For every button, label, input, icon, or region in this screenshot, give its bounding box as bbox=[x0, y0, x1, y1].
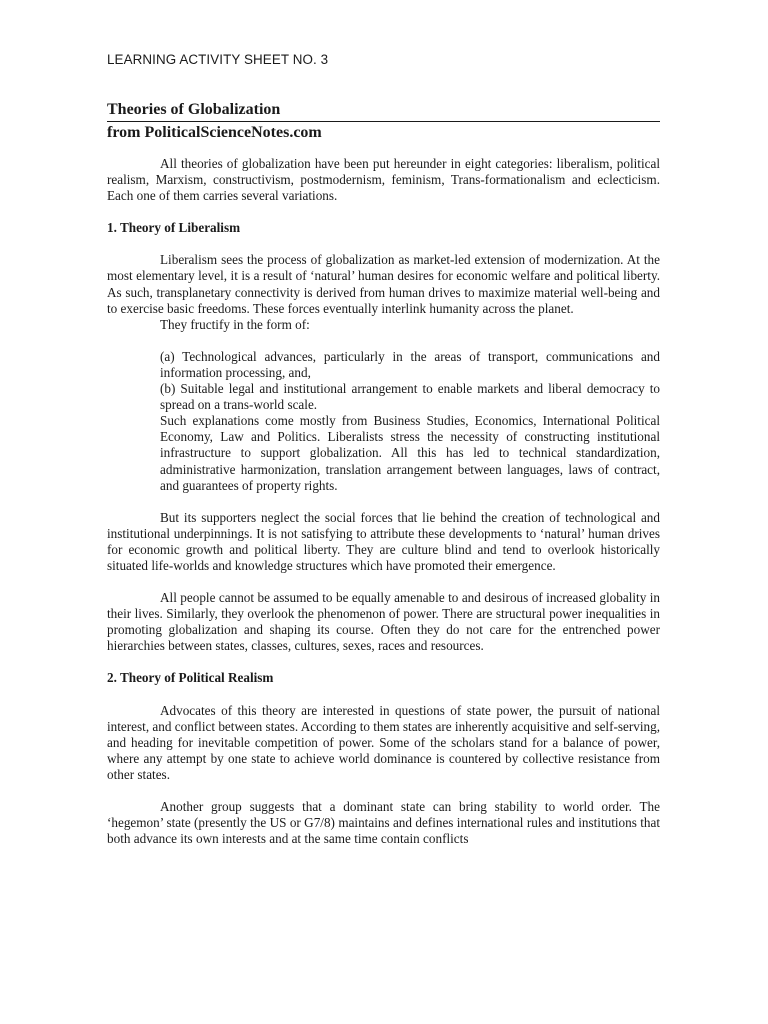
liberalism-explanation: Such explanations come mostly from Business Studies, Economics, International Political Economy, Law and Politics. Liberalists stress the necessity of constructing institutional infrastructure to support globalization. All this has led to technical standardization, administrative harmonization, translation arrangement between languages, laws of contract, and guarantees of property rights. bbox=[160, 413, 660, 493]
liberalism-item-b: (b) Suitable legal and institutional arrangement to enable markets and liberal democracy to spread on a trans-world scale. bbox=[160, 381, 660, 413]
document-title: Theories of Globalization bbox=[107, 100, 660, 122]
title-block bbox=[107, 100, 660, 143]
liberalism-paragraph-1: Liberalism sees the process of globalization as market-led extension of modernization. At the most elementary level, it is a result of ‘natural’ human desires for economic welfare and political liberty. As such, transplanetary connectivity is derived from human drives to maximize material well-being and to exercise basic freedoms. These forces eventually interlink humanity across the planet. bbox=[107, 252, 660, 316]
liberalism-critique-1: But its supporters neglect the social forces that lie behind the creation of technological and institutional underpinnings. It is not satisfying to attribute these developments to ‘natural’ human drives for economic growth and political liberty. They are culture blind and tend to overlook historically situated life-worlds and knowledge structures which have promoted their emergence. bbox=[107, 509, 660, 573]
sheet-label: LEARNING ACTIVITY SHEET NO. 3 bbox=[107, 52, 329, 67]
liberalism-critique-2: All people cannot be assumed to be equally amenable to and desirous of increased globality in their lives. Similarly, they overlook the phenomenon of power. There are structural power inequalities in promoting globalization and shaping its course. Often they do not care for the entrenched power hierarchies between states, classes, cultures, sexes, races and resources. bbox=[107, 590, 660, 654]
realism-paragraph-2: Another group suggests that a dominant state can bring stability to world order. The ‘hegemon’ state (presently the US or G7/8) maintains and defines international rules and institutions that both advance its own interests and at the same time contain conflicts bbox=[107, 799, 660, 847]
document-source: from PoliticalScienceNotes.com bbox=[107, 124, 322, 141]
section-heading-realism: 2. Theory of Political Realism bbox=[107, 670, 274, 686]
intro-paragraph: All theories of globalization have been put hereunder in eight categories: liberalism, political realism, Marxism, constructivism, postmodernism, feminism, Trans-formationalism and eclecticism. Each one of them carries several variations. bbox=[107, 156, 660, 204]
section-heading-liberalism: 1. Theory of Liberalism bbox=[107, 220, 241, 236]
liberalism-paragraph-2: They fructify in the form of: bbox=[160, 316, 310, 332]
liberalism-item-a: (a) Technological advances, particularly in the areas of transport, communications and information processing, and, bbox=[160, 348, 660, 380]
realism-paragraph-1: Advocates of this theory are interested in questions of state power, the pursuit of national interest, and conflict between states. According to them states are inherently acquisitive and self-serving, and heading for inevitable competition of power. Some of the scholars stand for a balance of power, where any attempt by one state to achieve world dominance is countered by collective resistance from other states. bbox=[107, 702, 660, 782]
document-body bbox=[107, 156, 660, 847]
